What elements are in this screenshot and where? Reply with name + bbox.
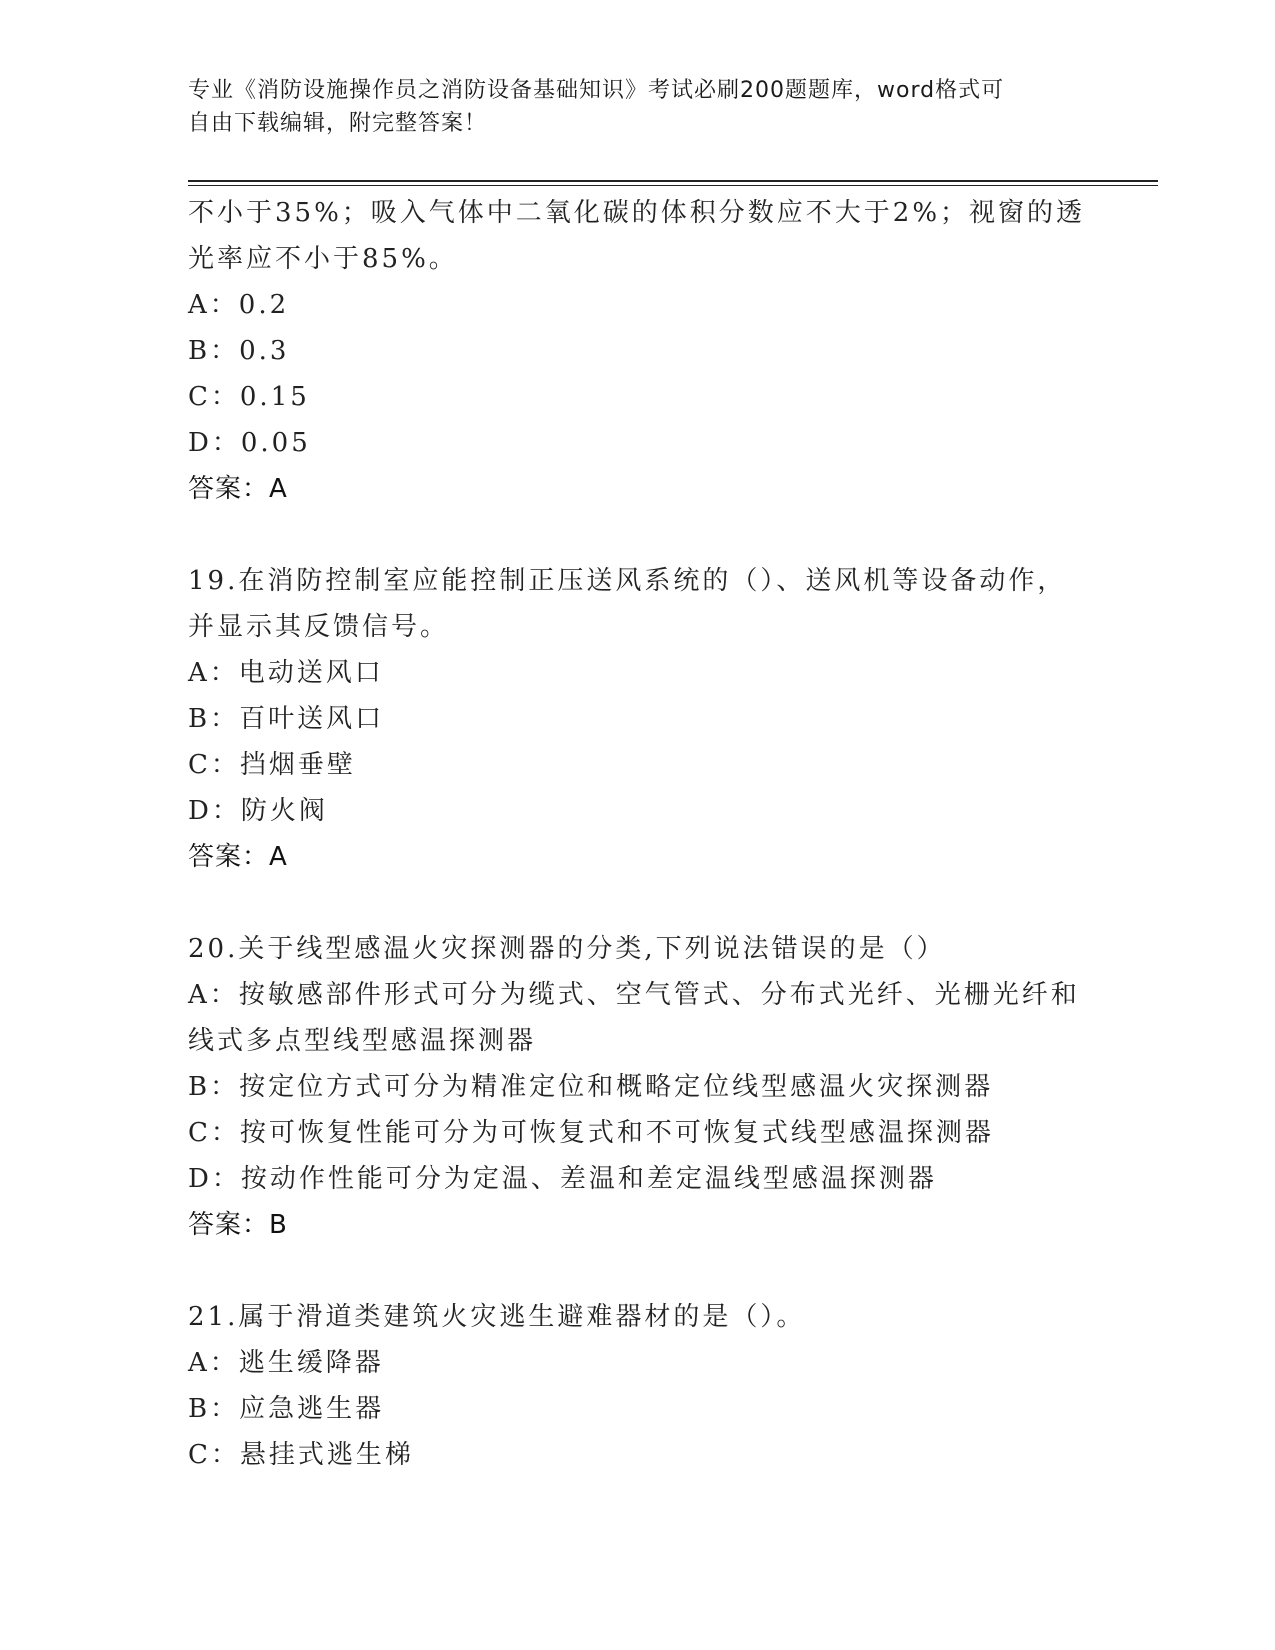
option-a: A：电动送风口 xyxy=(188,658,384,688)
option-b: B：应急逃生器 xyxy=(188,1394,385,1424)
answer-label: 答案：B xyxy=(188,1210,288,1240)
option-c: C：悬挂式逃生梯 xyxy=(188,1440,414,1470)
option-a-continued: 线式多点型线型感温探测器 xyxy=(188,1026,537,1056)
header-divider-thin xyxy=(188,185,1158,186)
page-header xyxy=(188,74,1068,140)
option-a: A：按敏感部件形式可分为缆式、空气管式、分布式光纤、光栅光纤和 xyxy=(188,980,1080,1010)
question-18-continued xyxy=(188,190,1088,512)
option-c: C：0.15 xyxy=(188,382,310,412)
header-title-line-2: 自由下载编辑，附完整答案！ xyxy=(188,111,488,136)
question-text: 19.在消防控制室应能控制正压送风系统的（）、送风机等设备动作， xyxy=(188,566,1067,596)
option-a: A：逃生缓降器 xyxy=(188,1348,384,1378)
question-text: 光率应不小于85%。 xyxy=(188,244,458,274)
question-text: 并显示其反馈信号。 xyxy=(188,612,450,642)
option-b: B：百叶送风口 xyxy=(188,704,385,734)
option-d: D：0.05 xyxy=(188,428,311,458)
option-b: B：按定位方式可分为精准定位和概略定位线型感温火灾探测器 xyxy=(188,1072,994,1102)
option-d: D：防火阀 xyxy=(188,796,328,826)
spacer xyxy=(188,1248,1088,1294)
option-c: C：按可恢复性能可分为可恢复式和不可恢复式线型感温探测器 xyxy=(188,1118,994,1148)
option-a: A：0.2 xyxy=(188,290,290,320)
answer-label: 答案：A xyxy=(188,842,288,872)
option-b: B：0.3 xyxy=(188,336,290,366)
option-c: C：挡烟垂壁 xyxy=(188,750,356,780)
spacer xyxy=(188,512,1088,558)
answer-label: 答案：A xyxy=(188,474,288,504)
question-content xyxy=(188,190,1088,1478)
header-divider-thick xyxy=(188,180,1158,182)
question-21 xyxy=(188,1294,1088,1478)
question-text: 21.属于滑道类建筑火灾逃生避难器材的是（）。 xyxy=(188,1302,806,1332)
question-20 xyxy=(188,926,1088,1248)
question-text: 不小于35%；吸入气体中二氧化碳的体积分数应不大于2%；视窗的透 xyxy=(188,198,1086,228)
header-title-line-1: 专业《消防设施操作员之消防设备基础知识》考试必刷200题题库，word格式可 xyxy=(188,78,1005,103)
question-19 xyxy=(188,558,1088,880)
spacer xyxy=(188,880,1088,926)
question-text: 20.关于线型感温火灾探测器的分类,下列说法错误的是（） xyxy=(188,934,946,964)
option-d: D：按动作性能可分为定温、差温和差定温线型感温探测器 xyxy=(188,1164,937,1194)
